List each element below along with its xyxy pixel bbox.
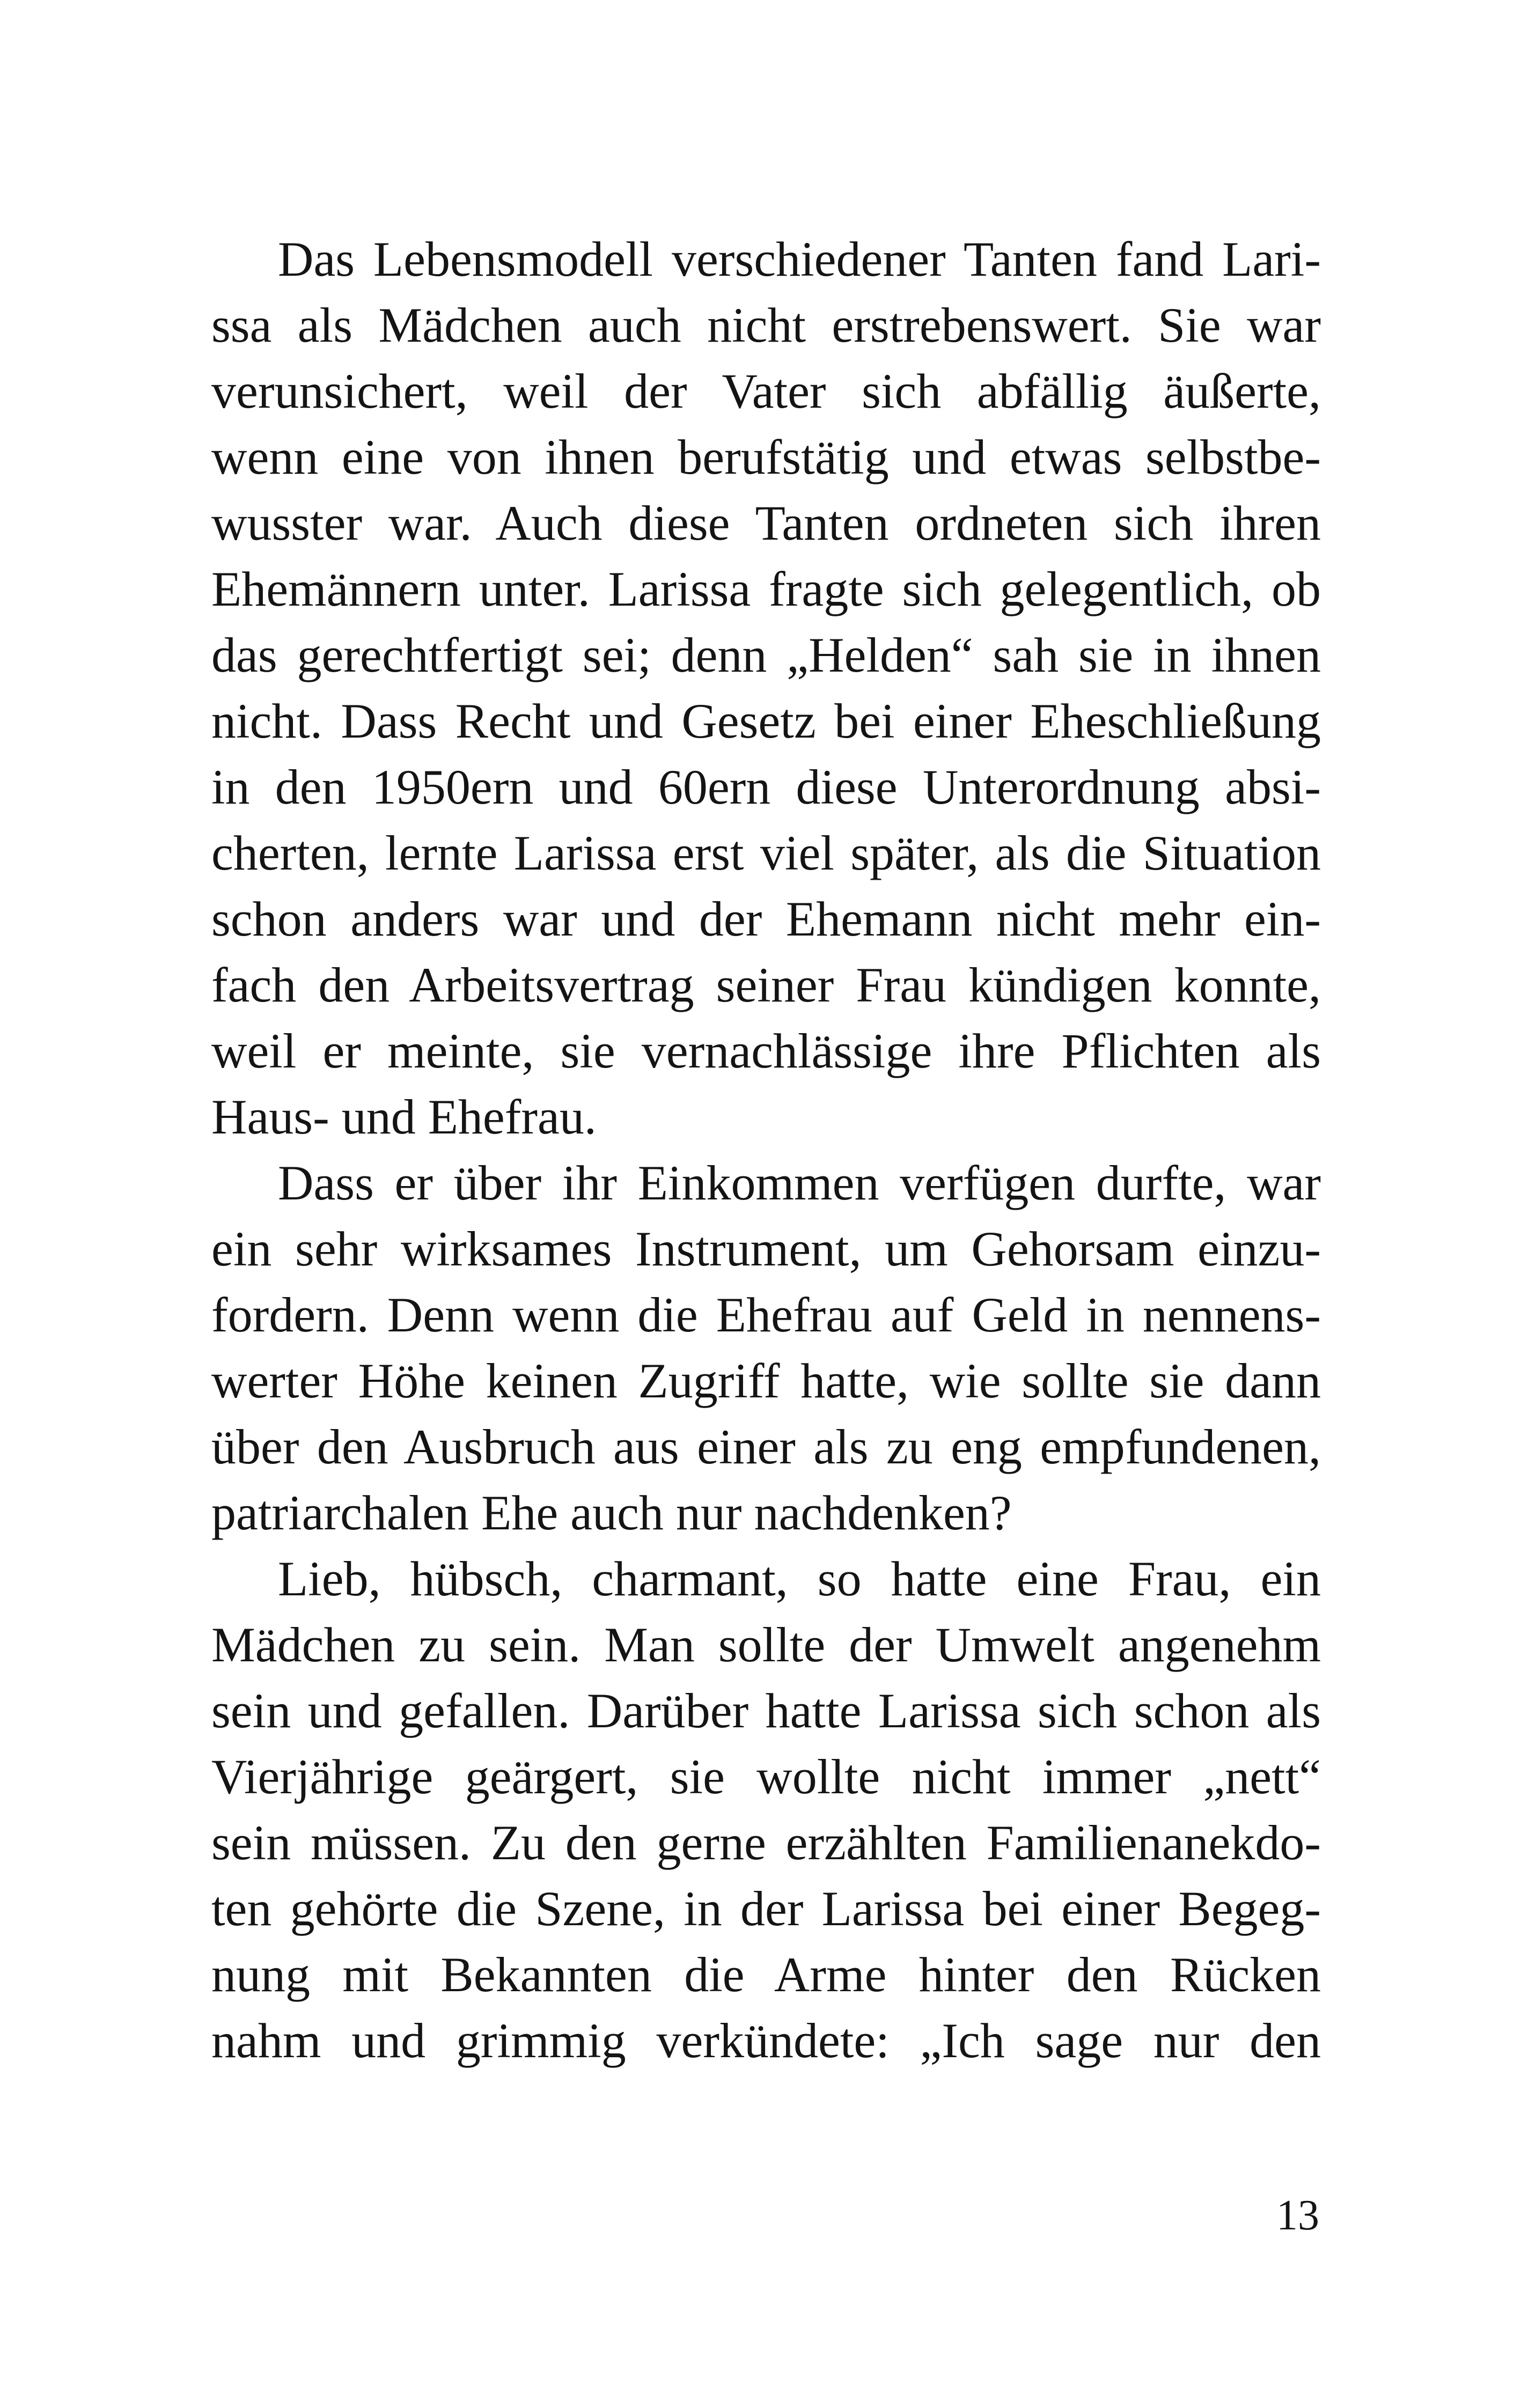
text-line: Das Lebensmodell verschiedener Tanten fand Lari- bbox=[278, 232, 1321, 286]
text-line: ein sehr wirksames Instrument, um Gehorsam einzu- bbox=[211, 1221, 1321, 1276]
text-line: Ehemännern unter. Larissa fragte sich gelegentlich, ob bbox=[211, 562, 1321, 616]
text-line: sein und gefallen. Darüber hatte Larissa sich schon als bbox=[211, 1683, 1321, 1738]
text-line: nung mit Bekannten die Arme hinter den Rücken bbox=[211, 1947, 1321, 2002]
text-line: fordern. Denn wenn die Ehefrau auf Geld in nennens- bbox=[211, 1287, 1321, 1342]
text-line: weil er meinte, sie vernachlässige ihre Pflichten als bbox=[211, 1023, 1321, 1078]
text-line: patriarchalen Ehe auch nur nachdenken? bbox=[211, 1485, 1012, 1540]
text-line: cherten, lernte Larissa erst viel später, als die Situation bbox=[211, 826, 1321, 880]
text-line: schon anders war und der Ehemann nicht mehr ein- bbox=[211, 892, 1321, 946]
page-number: 13 bbox=[1276, 2192, 1319, 2239]
text-line: Lieb, hübsch, charmant, so hatte eine Frau, ein bbox=[278, 1551, 1321, 1606]
text-line: verunsichert, weil der Vater sich abfällig äußerte, bbox=[211, 364, 1321, 418]
text-line: Haus- und Ehefrau. bbox=[211, 1089, 597, 1144]
text-line: über den Ausbruch aus einer als zu eng empfundenen, bbox=[211, 1419, 1321, 1474]
text-line: ssa als Mädchen auch nicht erstrebenswert. Sie war bbox=[211, 298, 1321, 352]
text-line: ten gehörte die Szene, in der Larissa bei einer Begeg- bbox=[211, 1881, 1321, 1936]
text-line: nahm und grimmig verkündete: „Ich sage nur den bbox=[211, 2013, 1321, 2068]
text-line: fach den Arbeitsvertrag seiner Frau kündigen konnte, bbox=[211, 958, 1321, 1012]
body-text bbox=[211, 226, 1321, 2074]
text-line: werter Höhe keinen Zugriff hatte, wie sollte sie dann bbox=[211, 1353, 1321, 1408]
text-line: nicht. Dass Recht und Gesetz bei einer Eheschließung bbox=[211, 694, 1321, 748]
text-line: Dass er über ihr Einkommen verfügen durfte, war bbox=[278, 1155, 1321, 1210]
text-line: Mädchen zu sein. Man sollte der Umwelt angenehm bbox=[211, 1617, 1321, 1672]
text-line: sein müssen. Zu den gerne erzählten Familienanekdo- bbox=[211, 1815, 1321, 1870]
text-line: in den 1950ern und 60ern diese Unterordnung absi- bbox=[211, 760, 1321, 814]
text-line: wenn eine von ihnen berufstätig und etwas selbstbe- bbox=[211, 430, 1321, 484]
text-line: wusster war. Auch diese Tanten ordneten sich ihren bbox=[211, 496, 1321, 550]
text-line: das gerechtfertigt sei; denn „Helden“ sah sie in ihnen bbox=[211, 628, 1321, 682]
text-line: Vierjährige geärgert, sie wollte nicht immer „nett“ bbox=[211, 1749, 1321, 1804]
